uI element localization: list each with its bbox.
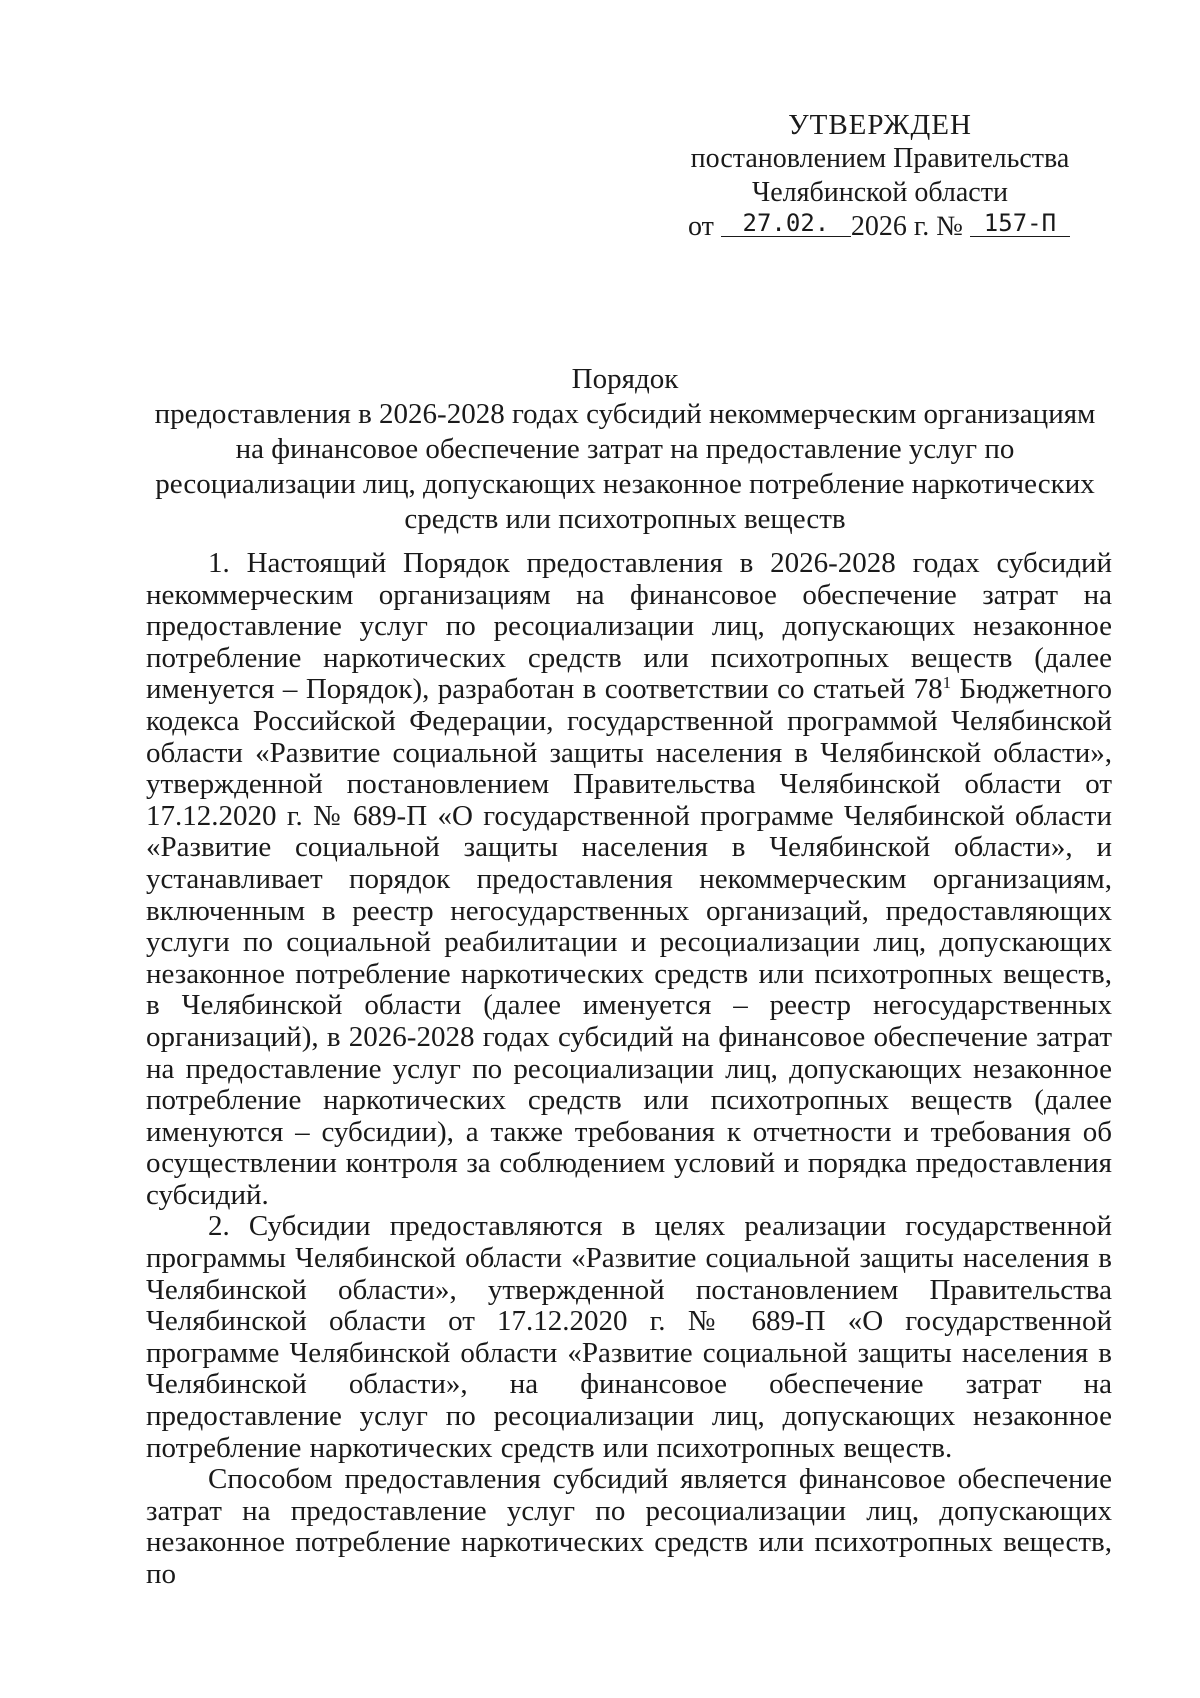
document-title	[140, 362, 1110, 537]
year-text: 2026 г. №	[850, 211, 963, 242]
document-body	[146, 548, 1112, 1591]
date-field: 27.02.	[721, 210, 851, 237]
paragraph-1	[146, 548, 1112, 1211]
approval-block	[660, 108, 1100, 244]
paragraph-1-text-b: Бюджетного кодекса Российской Федерации, государственной программой Челябинской области «Развитие социальной защиты населения в Челябинской области», утвержденной постановлением Правительства Челябинской области от 17.12.2020 г. № 689-П «О государственной программе Челябинской области «Развитие социальной защиты населения в Челябинской области», и устанавливает порядок предоставления некоммерческим организациям, включенным в реестр негосударственных организаций, предоставляющих услуги по социальной реабилитации и ресоциализации лиц, допускающих незаконное потребление наркотических средств или психотропных веществ, в Челябинской области (далее именуется – реестр негосударственных организаций), в 2026-2028 годах субсидий на финансовое обеспечение затрат на предоставление услуг по ресоциализации лиц, допускающих незаконное потребление наркотических средств или психотропных веществ (далее именуются – субсидии), а также требования к отчетности и требования об осуществлении контроля за соблюдением условий и порядка предоставления субсидий.	[146, 673, 1113, 1211]
title-main: Порядок	[571, 363, 679, 395]
title-subtitle: предоставления в 2026-2028 годах субсидий некоммерческим организациям на финансовое обеспечение затрат на предоставление услуг по ресоциализации лиц, допускающих незаконное потребление наркотических средств или психотропных веществ	[154, 398, 1096, 535]
paragraph-3: Способом предоставления субсидий является финансовое обеспечение затрат на предоставление услуг по ресоциализации лиц, допускающих незаконное потребление наркотических средств или психотропных веществ, по	[146, 1463, 1112, 1590]
date-prefix: от	[688, 211, 714, 242]
number-field: 157-П	[970, 210, 1070, 237]
approval-line-1: постановлением Правительства	[690, 143, 1070, 174]
approval-heading: УТВЕРЖДЕН	[788, 109, 972, 141]
paragraph-1-text-a: 1. Настоящий Порядок предоставления в 2026-2028 годах субсидий некоммерческим организациям на финансовое обеспечение затрат на предоставление услуг по ресоциализации лиц, допускающих незаконное потребление наркотических средств или психотропных веществ (далее именуется – Порядок), разработан в соответствии со статьей 78	[146, 547, 1112, 706]
approval-line-2: Челябинской области	[752, 177, 1008, 208]
approval-date-line	[660, 210, 1100, 244]
superscript: 1	[942, 673, 952, 693]
paragraph-2: 2. Субсидии предоставляются в целях реализации государственной программы Челябинской области «Развитие социальной защиты населения в Челябинской области», утвержденной постановлением Правительства Челябинской области от 17.12.2020 г. № 689-П «О государственной программе Челябинской области «Развитие социальной защиты населения в Челябинской области», на финансовое обеспечение затрат на предоставление услуг по ресоциализации лиц, допускающих незаконное потребление наркотических средств или психотропных веществ.	[146, 1210, 1112, 1464]
